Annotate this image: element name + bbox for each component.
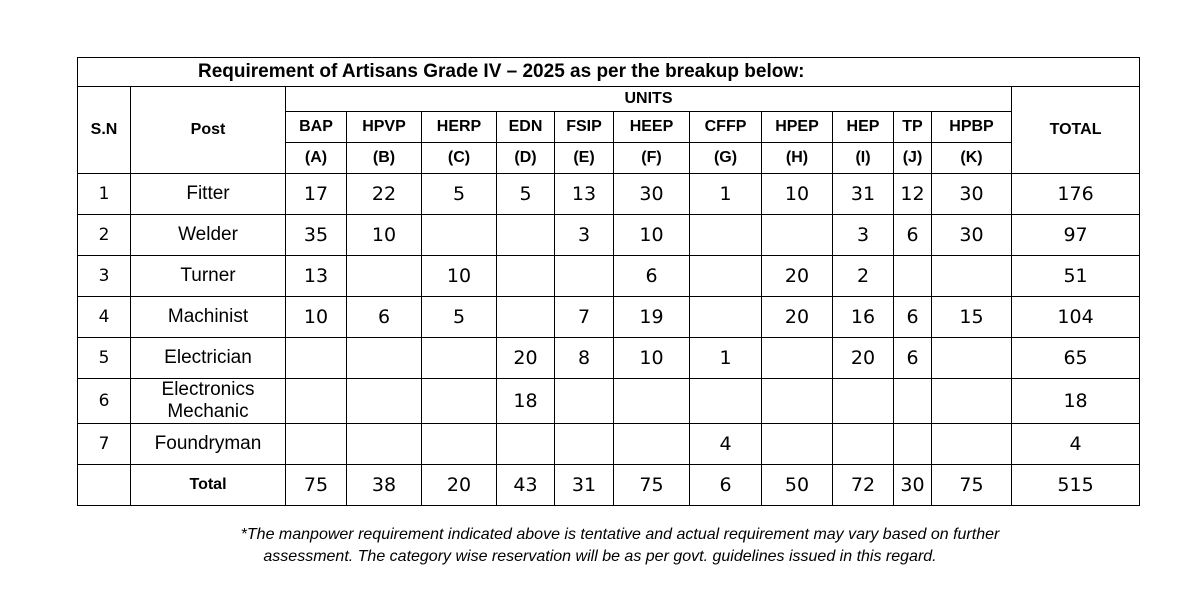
total-row-label: Total [131,465,286,506]
row-unit-value: 6 [894,297,932,338]
unit-code-header: HEP [833,112,894,143]
row-unit-value [894,379,932,424]
row-unit-value: 10 [614,338,690,379]
header-total: TOTAL [1012,87,1140,174]
header-sn: S.N [78,87,131,174]
header-units: UNITS [286,87,1012,112]
row-unit-value: 20 [497,338,555,379]
row-unit-value [932,256,1012,297]
total-unit-value: 30 [894,465,932,506]
row-unit-value [422,424,497,465]
footnote [0,524,1200,568]
row-unit-value [497,297,555,338]
row-post: Electrician [131,338,286,379]
row-unit-value: 30 [614,174,690,215]
total-row-sn-empty [78,465,131,506]
unit-code-header: BAP [286,112,347,143]
row-unit-value [347,379,422,424]
unit-letter-header: (J) [894,143,932,174]
row-unit-value [497,215,555,256]
row-unit-value: 6 [614,256,690,297]
row-unit-value [762,215,833,256]
unit-letter-header: (A) [286,143,347,174]
row-unit-value [762,338,833,379]
row-unit-value [690,297,762,338]
row-unit-value [833,379,894,424]
row-unit-value: 15 [932,297,1012,338]
total-unit-value: 38 [347,465,422,506]
row-unit-value: 35 [286,215,347,256]
row-unit-value: 20 [762,297,833,338]
table-title: Requirement of Artisans Grade IV – 2025 as per the breakup below: [78,58,1140,87]
row-total: 65 [1012,338,1140,379]
requirement-table [77,57,1140,506]
total-unit-value: 6 [690,465,762,506]
unit-code-header: FSIP [555,112,614,143]
table-row [78,297,1140,338]
unit-code-header: HPBP [932,112,1012,143]
unit-letter-header: (E) [555,143,614,174]
row-unit-value [286,424,347,465]
unit-code-header: HERP [422,112,497,143]
row-sn: 1 [78,174,131,215]
unit-letter-header: (I) [833,143,894,174]
row-unit-value [497,256,555,297]
grand-total: 515 [1012,465,1140,506]
unit-code-header: TP [894,112,932,143]
unit-code-header: EDN [497,112,555,143]
table-row [78,338,1140,379]
row-unit-value: 3 [555,215,614,256]
row-unit-value: 12 [894,174,932,215]
row-unit-value: 6 [894,338,932,379]
unit-letter-header: (K) [932,143,1012,174]
row-unit-value: 17 [286,174,347,215]
table-row [78,174,1140,215]
total-unit-value: 75 [614,465,690,506]
unit-letter-header: (B) [347,143,422,174]
row-unit-value: 16 [833,297,894,338]
row-unit-value [347,424,422,465]
row-sn: 6 [78,379,131,424]
row-unit-value: 20 [762,256,833,297]
row-unit-value: 10 [347,215,422,256]
row-post: Turner [131,256,286,297]
row-total: 51 [1012,256,1140,297]
row-unit-value: 2 [833,256,894,297]
unit-letter-header: (D) [497,143,555,174]
row-post: Foundryman [131,424,286,465]
table-row [78,424,1140,465]
row-unit-value: 30 [932,215,1012,256]
row-unit-value: 6 [894,215,932,256]
row-unit-value [422,379,497,424]
row-unit-value: 5 [497,174,555,215]
footnote-line-2: assessment. The category wise reservation will be as per govt. guidelines issued in this regard. [263,548,937,565]
unit-letter-header: (C) [422,143,497,174]
row-total: 18 [1012,379,1140,424]
total-row [78,465,1140,506]
row-unit-value [690,379,762,424]
row-unit-value [286,379,347,424]
row-unit-value: 1 [690,174,762,215]
row-unit-value: 20 [833,338,894,379]
row-sn: 7 [78,424,131,465]
total-unit-value: 43 [497,465,555,506]
unit-letter-header: (F) [614,143,690,174]
row-unit-value [555,379,614,424]
table-row [78,215,1140,256]
total-unit-value: 72 [833,465,894,506]
row-unit-value [833,424,894,465]
row-unit-value: 8 [555,338,614,379]
row-unit-value [555,256,614,297]
row-unit-value [762,379,833,424]
table-row [78,256,1140,297]
row-unit-value: 1 [690,338,762,379]
row-unit-value: 22 [347,174,422,215]
row-unit-value [894,256,932,297]
row-sn: 2 [78,215,131,256]
row-post: Electronics Mechanic [131,379,286,424]
total-unit-value: 75 [286,465,347,506]
row-total: 97 [1012,215,1140,256]
unit-code-header: HPVP [347,112,422,143]
row-unit-value [286,338,347,379]
row-unit-value: 13 [286,256,347,297]
row-unit-value [932,424,1012,465]
row-unit-value: 5 [422,174,497,215]
row-total: 4 [1012,424,1140,465]
unit-code-header: CFFP [690,112,762,143]
row-unit-value: 6 [347,297,422,338]
row-unit-value [614,424,690,465]
footnote-line-1: *The manpower requirement indicated above is tentative and actual requirement may vary based on further [240,526,1000,543]
row-unit-value [932,338,1012,379]
row-unit-value [614,379,690,424]
row-unit-value [347,338,422,379]
row-unit-value: 30 [932,174,1012,215]
table-row [78,379,1140,424]
row-post: Machinist [131,297,286,338]
unit-code-header: HPEP [762,112,833,143]
row-unit-value: 31 [833,174,894,215]
row-post: Fitter [131,174,286,215]
unit-letter-header: (H) [762,143,833,174]
total-unit-value: 50 [762,465,833,506]
row-total: 104 [1012,297,1140,338]
row-unit-value: 7 [555,297,614,338]
header-post: Post [131,87,286,174]
row-unit-value: 10 [614,215,690,256]
row-unit-value: 19 [614,297,690,338]
row-unit-value [497,424,555,465]
unit-code-header: HEEP [614,112,690,143]
row-sn: 3 [78,256,131,297]
row-unit-value: 10 [286,297,347,338]
row-unit-value: 13 [555,174,614,215]
row-unit-value: 3 [833,215,894,256]
row-unit-value [932,379,1012,424]
row-post: Welder [131,215,286,256]
row-unit-value: 10 [762,174,833,215]
row-total: 176 [1012,174,1140,215]
row-unit-value [422,338,497,379]
total-unit-value: 31 [555,465,614,506]
row-unit-value [347,256,422,297]
row-unit-value [762,424,833,465]
row-unit-value: 4 [690,424,762,465]
unit-letter-header: (G) [690,143,762,174]
row-sn: 4 [78,297,131,338]
row-unit-value [422,215,497,256]
row-unit-value [690,256,762,297]
row-unit-value: 5 [422,297,497,338]
row-unit-value: 18 [497,379,555,424]
row-unit-value [555,424,614,465]
total-unit-value: 20 [422,465,497,506]
row-unit-value [894,424,932,465]
row-sn: 5 [78,338,131,379]
total-unit-value: 75 [932,465,1012,506]
row-unit-value [690,215,762,256]
row-unit-value: 10 [422,256,497,297]
